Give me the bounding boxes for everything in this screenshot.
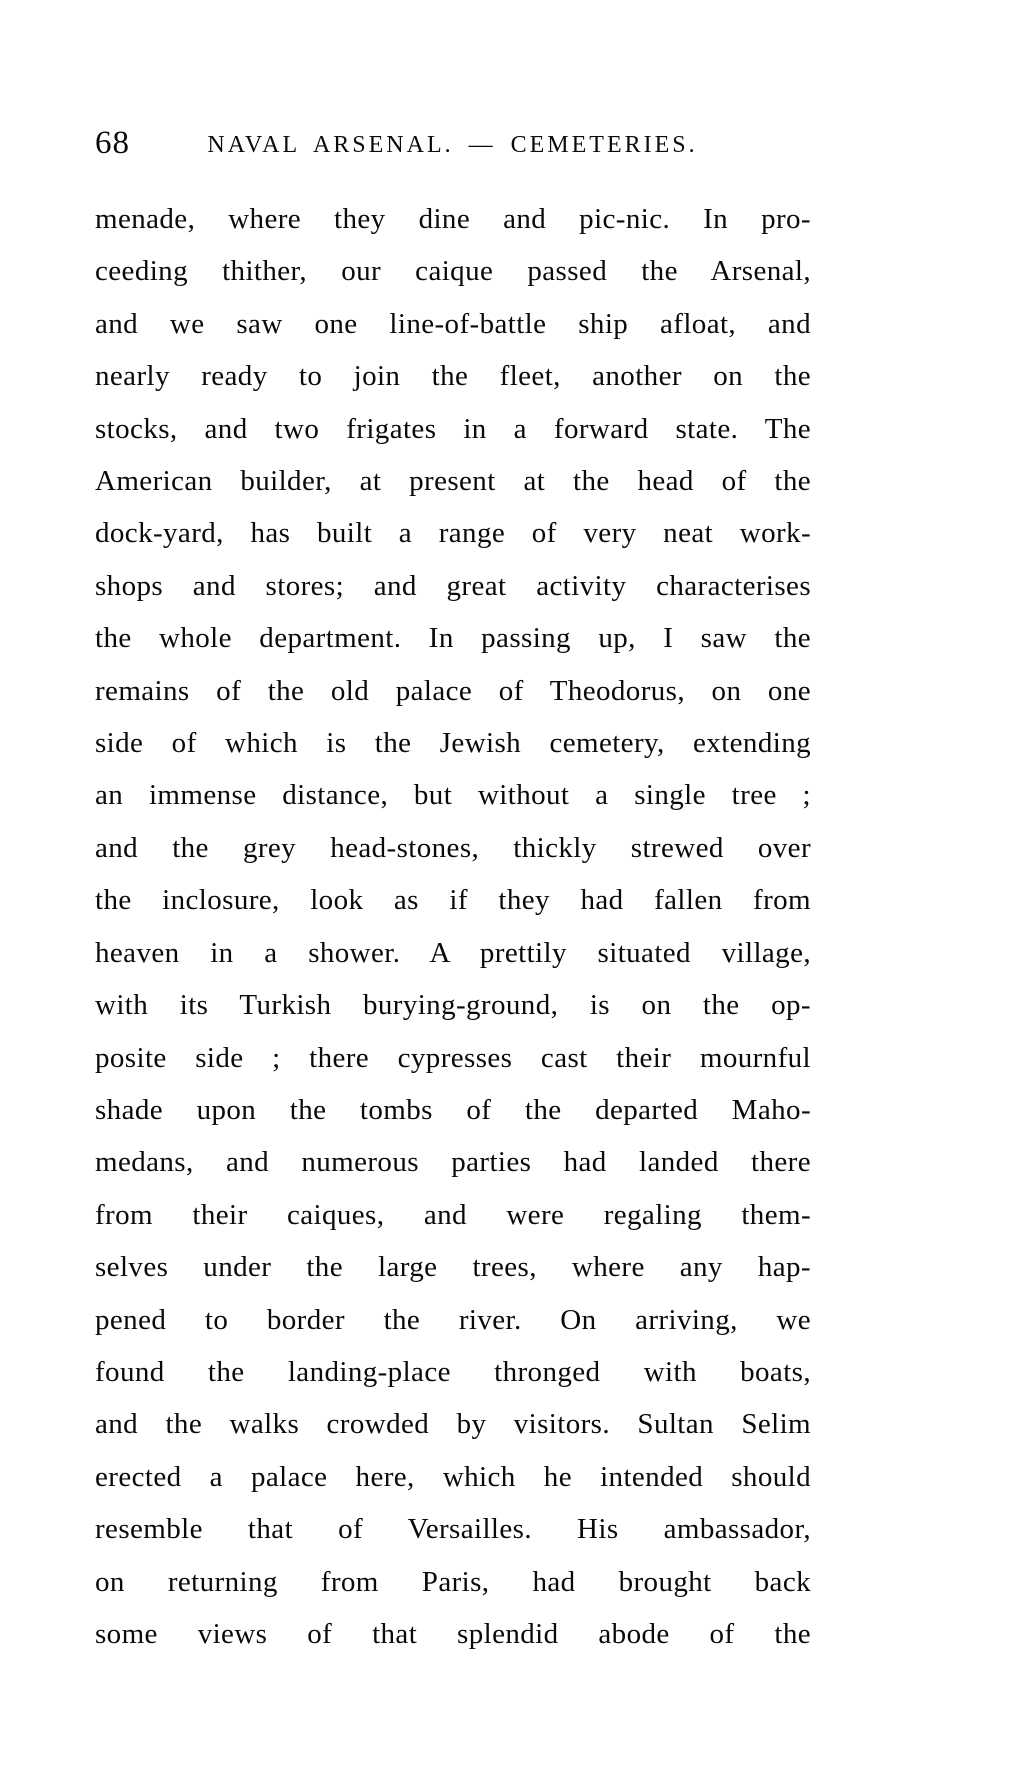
- text-line: medans, and numerous parties had landed there: [95, 1146, 811, 1179]
- text-line: with its Turkish burying-ground, is on the op-: [95, 989, 811, 1022]
- text-line: menade, where they dine and pic-nic. In pro-: [95, 203, 811, 235]
- text-line: an immense distance, but without a single tree ;: [95, 779, 811, 812]
- text-line: selves under the large trees, where any hap-: [95, 1251, 811, 1284]
- text-line: remains of the old palace of Theodorus, on one: [95, 674, 811, 707]
- text-line: from their caiques, and were regaling them-: [95, 1198, 811, 1231]
- text-line: erected a palace here, which he intended should: [95, 1460, 811, 1493]
- text-line: shops and stores; and great activity characterises: [95, 569, 811, 602]
- text-line: some views of that splendid abode of the: [95, 1617, 811, 1650]
- text-line: nearly ready to join the fleet, another on the: [95, 360, 811, 393]
- text-line: shade upon the tombs of the departed Maho-: [95, 1093, 811, 1126]
- page-header: [95, 118, 810, 160]
- text-line: resemble that of Versailles. His ambassador,: [95, 1513, 811, 1546]
- page-body: [95, 193, 811, 1660]
- text-line: and the walks crowded by visitors. Sultan Selim: [95, 1408, 811, 1441]
- text-line: and we saw one line-of-battle ship afloat, and: [95, 307, 811, 340]
- text-line: the whole department. In passing up, I saw the: [95, 622, 811, 655]
- text-line: and the grey head-stones, thickly strewed over: [95, 831, 811, 864]
- text-line: dock-yard, has built a range of very neat work-: [95, 517, 811, 550]
- text-line: found the landing-place thronged with boats,: [95, 1355, 811, 1388]
- page-number: 68: [95, 125, 130, 161]
- text-line: pened to border the river. On arriving, we: [95, 1303, 811, 1336]
- text-line: side of which is the Jewish cemetery, extending: [95, 727, 811, 760]
- text-line: American builder, at present at the head of the: [95, 465, 811, 498]
- running-title: NAVAL ARSENAL. — CEMETERIES.: [207, 132, 698, 158]
- text-line: ceeding thither, our caique passed the Arsenal,: [95, 255, 811, 288]
- text-line: on returning from Paris, had brought back: [95, 1565, 811, 1598]
- text-line: the inclosure, look as if they had fallen from: [95, 884, 811, 917]
- text-line: heaven in a shower. A prettily situated village,: [95, 936, 811, 969]
- text-line: stocks, and two frigates in a forward state. The: [95, 412, 811, 445]
- text-line: posite side ; there cypresses cast their mournful: [95, 1041, 811, 1074]
